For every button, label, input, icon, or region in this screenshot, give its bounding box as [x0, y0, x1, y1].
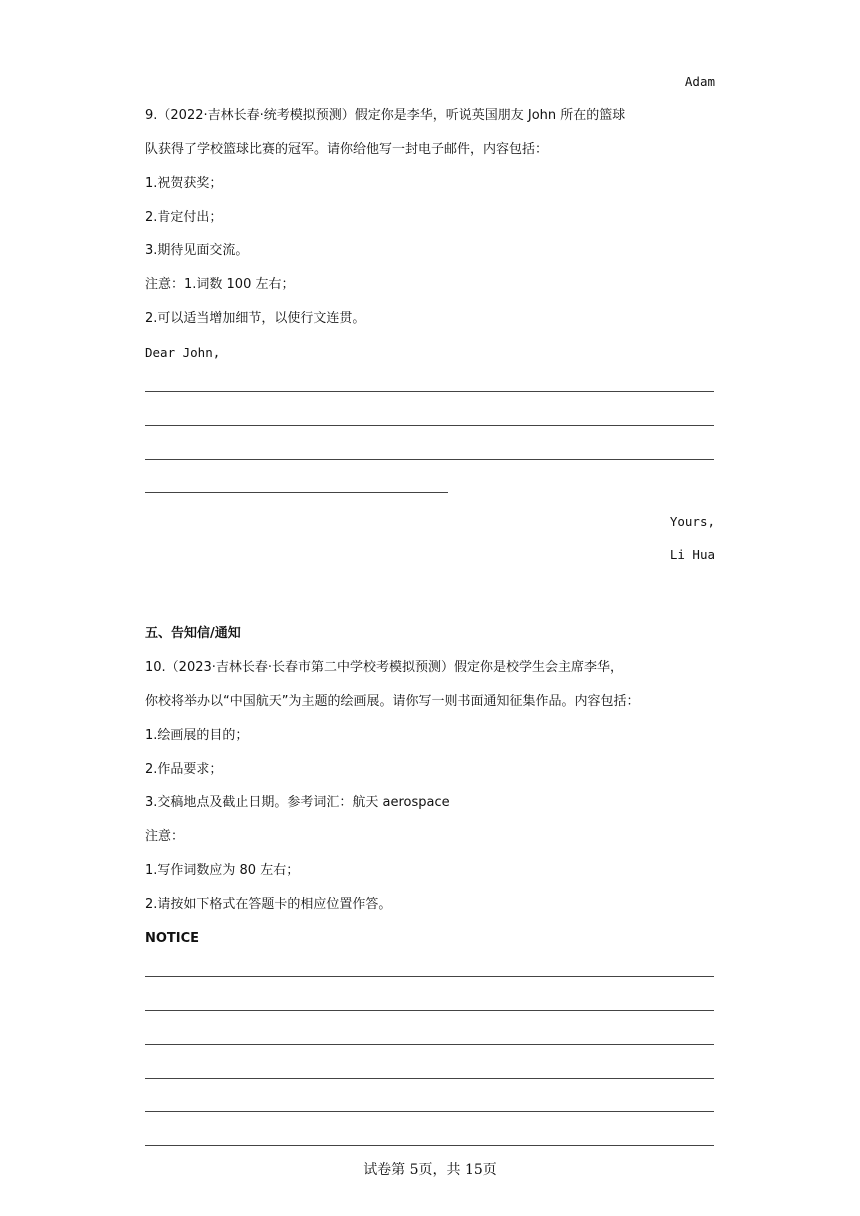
- q9-note1: 注意：1.词数 100 左右；: [145, 277, 295, 292]
- q10-note1: 1.写作词数应为 80 左右；: [145, 863, 300, 878]
- q10-point3: 3.交稿地点及截止日期。参考词汇：航天 aerospace: [145, 795, 450, 810]
- q9-point2: 2.肯定付出；: [145, 210, 223, 225]
- page-footer: 试卷第 5页，共 15页: [363, 1162, 497, 1178]
- q9-answer-line: [145, 425, 714, 426]
- q10-point2: 2.作品要求；: [145, 762, 223, 777]
- q10-header-line2: 你校将举办以“中国航天”为主题的绘画展。请你写一则书面通知征集作品。内容包括：: [145, 694, 640, 709]
- q9-header-line1: 9.（2022·吉林长春·统考模拟预测）假定你是李华，听说英国朋友 John 所在的篮球: [145, 108, 626, 123]
- q10-header-line1: 10.（2023·吉林长春·长春市第二中学校考模拟预测）假定你是校学生会主席李华，: [145, 660, 624, 675]
- q9-header-line2: 队获得了学校篮球比赛的冠军。请你给他写一封电子邮件，内容包括：: [145, 142, 549, 157]
- q10-answer-line: [145, 1010, 714, 1011]
- q9-answer-line: [145, 459, 714, 460]
- q10-answer-line: [145, 1145, 714, 1146]
- q9-greeting: Dear John,: [145, 345, 221, 360]
- q9-closing: Yours,: [669, 514, 715, 529]
- q9-point3: 3.期待见面交流。: [145, 243, 249, 258]
- q10-answer-line: [145, 1078, 714, 1079]
- q9-answer-line-short: [145, 492, 448, 493]
- q10-note2: 2.请按如下格式在答题卡的相应位置作答。: [145, 897, 392, 912]
- q9-note2: 2.可以适当增加细节，以使行文连贯。: [145, 311, 366, 326]
- top-signature: Adam: [684, 74, 715, 89]
- q10-answer-line: [145, 1044, 714, 1045]
- q10-note-label: 注意：: [145, 829, 185, 844]
- q10-answer-line: [145, 976, 714, 977]
- q9-answer-line: [145, 391, 714, 392]
- q10-answer-line: [145, 1111, 714, 1112]
- q9-signature: Li Hua: [669, 547, 715, 562]
- q9-point1: 1.祝贺获奖；: [145, 176, 223, 191]
- section-title: 五、告知信/通知: [145, 626, 241, 641]
- q10-point1: 1.绘画展的目的；: [145, 728, 249, 743]
- q10-notice-heading: NOTICE: [145, 931, 200, 946]
